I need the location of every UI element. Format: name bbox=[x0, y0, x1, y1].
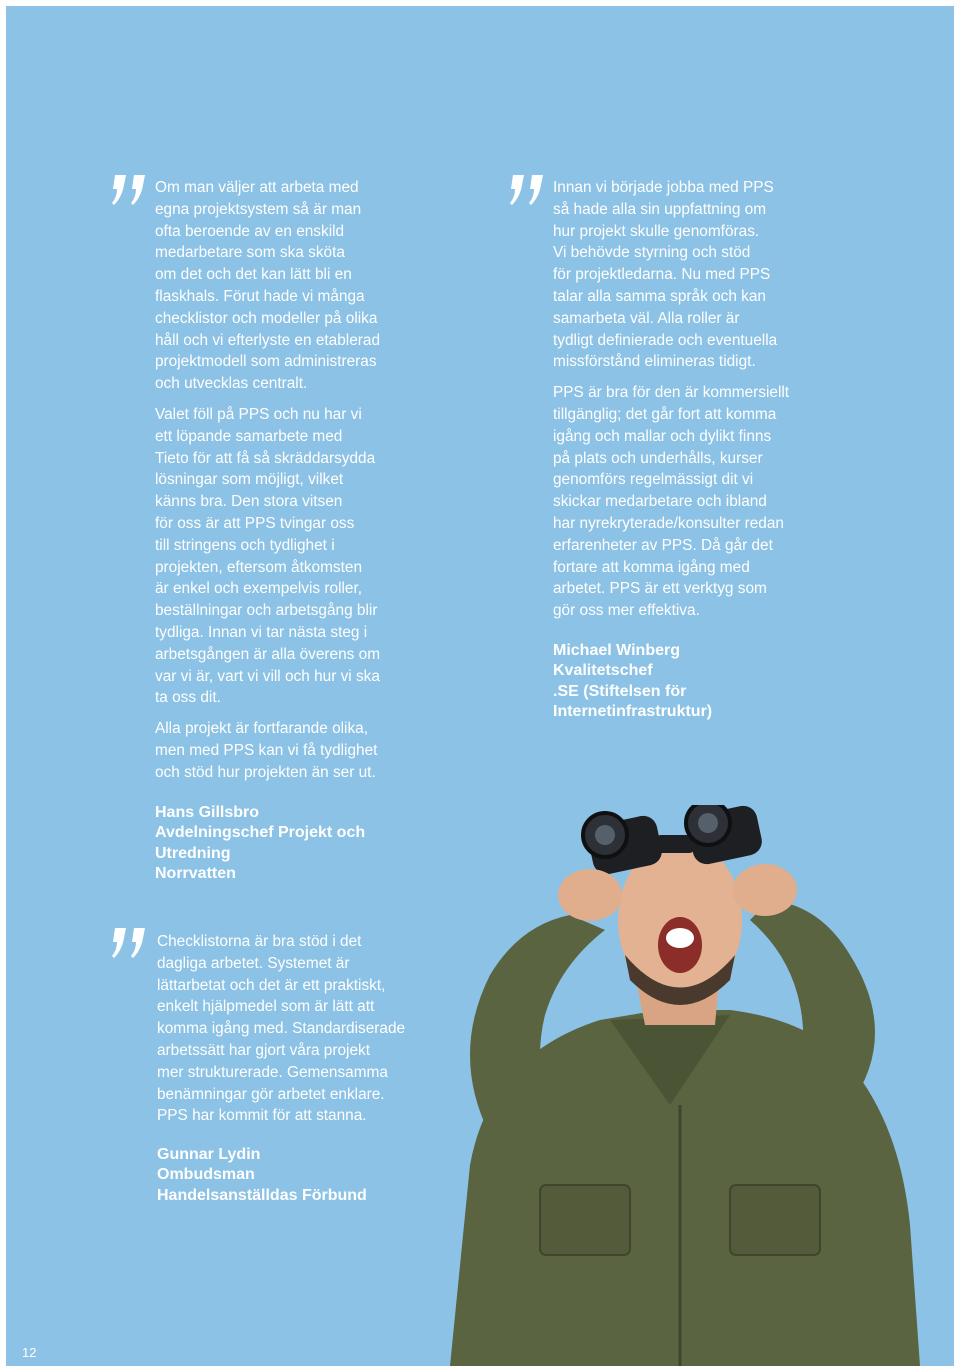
quotation-mark-icon bbox=[112, 928, 150, 958]
quotation-mark-icon bbox=[112, 175, 150, 205]
quote-2-paragraph-2: PPS är bra för den är kommersiellt tillgänglig; det går fort att komma igång och mallar och dylikt finns på plats och underhålls, kurser genomförs regelmässigt dit vi skickar medarbetare och ibland har nyrekryterade/konsulter redan erfarenheter av PPS. Då går det fortare att komma igång med arbetet. PPS är ett verktyg som gör oss mer effektiva. bbox=[553, 384, 790, 620]
quote-2-text bbox=[553, 177, 823, 631]
page-number: 12 bbox=[22, 1345, 37, 1360]
man-with-binoculars-image bbox=[430, 805, 930, 1366]
quote-3-paragraph-1: Checklistorna är bra stöd i det dagliga arbetet. Systemet är lättarbetat och det är ett praktiskt, enkelt hjälpmedel som är lätt att komma igång med. Standardiserade arbetssätt har gjort våra projekt mer strukturerade. Gemensamma benämningar gör arbetet enklare. PPS har kommit för att stanna. bbox=[157, 933, 406, 1125]
quote-1-paragraph-1: Om man väljer att arbeta med egna projektsystem så är man ofta beroende av en enskild medarbetare som ska sköta om det och det kan lätt bli en flaskhals. Förut hade vi många checklistor och modeller på olika håll och vi efterlyste en etablerad projektmodell som administreras och utvecklas centralt. bbox=[155, 179, 381, 393]
quote-2-paragraph-1: Innan vi började jobba med PPS så hade alla sin uppfattning om hur projekt skulle genomföras. Vi behövde styrning och stöd för projektledarna. Nu med PPS talar alla samma språk och kan samarbeta väl. Alla roller är tydligt definierade och eventuella missförstånd elimineras tidigt. bbox=[553, 179, 778, 371]
quote-1-paragraph-3: Alla projekt är fortfarande olika, men med PPS kan vi få tydlighet och stöd hur projekten än ser ut. bbox=[155, 720, 378, 781]
quote-3-signature: Gunnar Lydin Ombudsman Handelsanställdas Förbund bbox=[157, 1146, 367, 1204]
quote-1-text bbox=[155, 177, 415, 793]
quote-3-text bbox=[157, 931, 432, 1136]
quote-1-paragraph-2: Valet föll på PPS och nu har vi ett löpande samarbete med Tieto för att få så skräddarsydda lösningar som möjligt, vilket känns bra. Den stora vitsen för oss är att PPS tvingar oss till stringens och tydlighet i projekten, eftersom åtkomsten är enkel och exempelvis roller, beställningar och arbetsgång blir tydliga. Innan vi tar nästa steg i arbetsgången är alla överens om var vi är, vart vi vill och hur vi ska ta oss dit. bbox=[155, 405, 381, 707]
quote-2-signature: Michael Winberg Kvalitetschef .SE (Stiftelsen för Internetinfrastruktur) bbox=[553, 642, 713, 720]
quote-1-signature: Hans Gillsbro Avdelningschef Projekt och Utredning Norrvatten bbox=[155, 804, 366, 882]
quotation-mark-icon bbox=[510, 175, 548, 205]
